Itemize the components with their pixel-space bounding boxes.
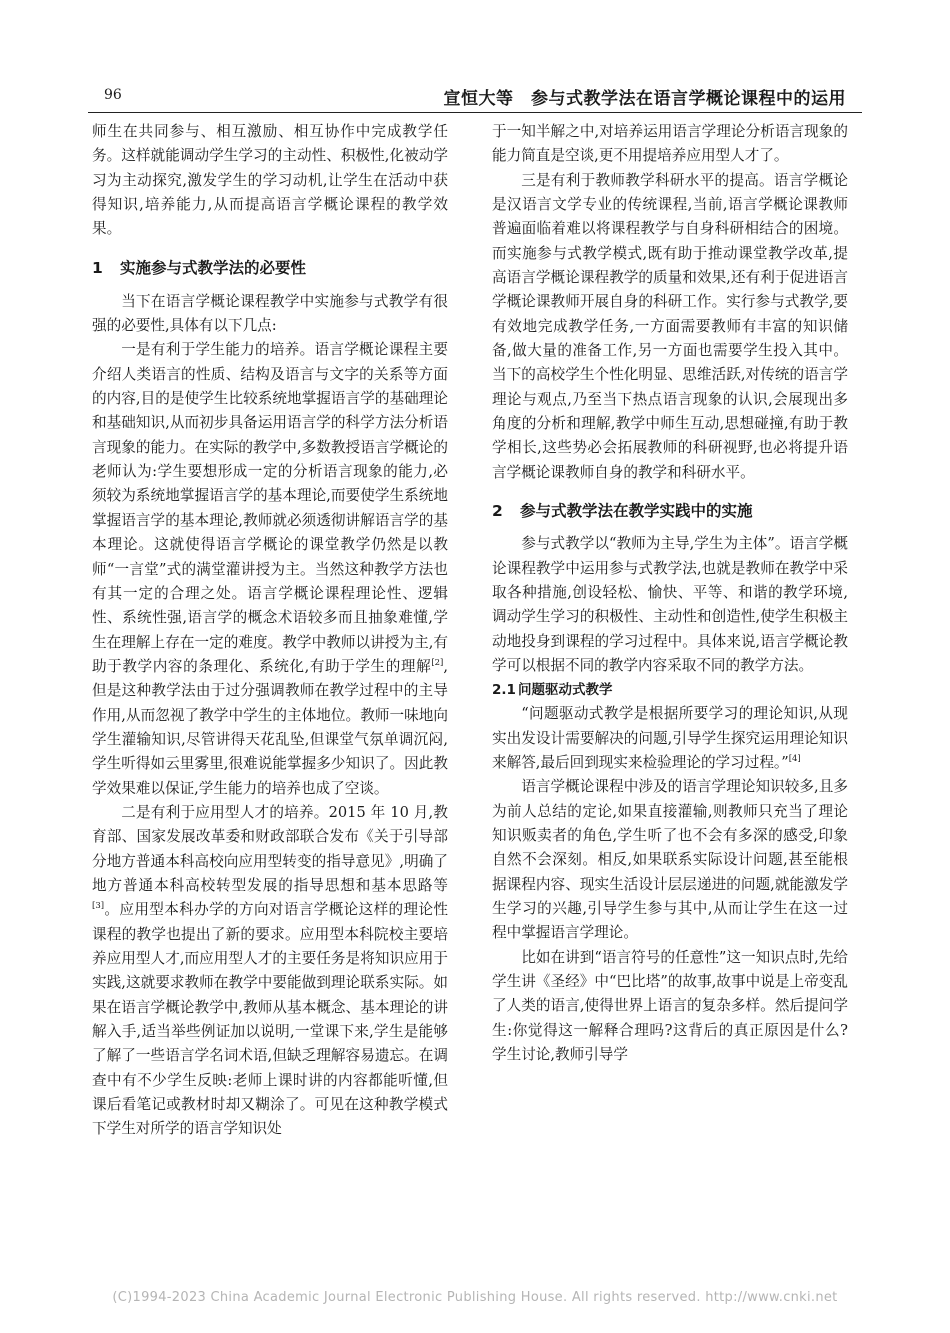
- citation-4: [4]: [788, 754, 801, 765]
- running-title: 宣恒大等 参与式教学法在语言学概论课程中的运用: [443, 89, 846, 109]
- intro-continuation-paragraph: 师生在共同参与、相互激励、相互协作中完成教学任务。这样就能调动学生学习的主动性、积极性,化被动学习为主动探究,激发学生的学习动机,让学生在活动中获得知识,培养能力,从而提高语言学概论课程的教学效果。: [92, 123, 448, 238]
- citation-2: [2]: [431, 658, 444, 669]
- paragraph-ability-training: [92, 338, 448, 801]
- subsection-2-1-heading: [492, 678, 848, 702]
- paragraph-theory-knowledge: 语言学概论课程中涉及的语言学理论知识较多,且多为前人总结的定论,如果直接灌输,则教师只充当了理论知识贩卖者的角色,学生听了也不会有多深的感受,印象自然不会深刻。相反,如果联系实际设计问题,甚至能根据课程内容、现实生活设计层层递进的问题,就能激发学生学习的兴趣,引导学生参与其中,从而让学生在这一过程中掌握语言学理论。: [492, 778, 848, 942]
- subsection-2-1-number: 2.1: [492, 682, 516, 699]
- paragraph-problem-driven-quote: [492, 702, 848, 775]
- applied-talent-text-cont: 。应用型本科办学的方向对语言学概论这样的理论性课程的教学也提出了新的要求。应用型本科院校主要培养应用型人才,而应用型人才的主要任务是将知识应用于实践,这就要求教师在教学中要能做到理论联系实际。如果在语言学概论教学中,教师从基本概念、基本理论的讲解入手,适当举些例证加以说明,一堂课下来,学生是能够了解了一些语言学名词术语,但缺乏理解容易遗忘。在调查中有不少学生反映:老师上课时讲的内容都能听懂,但课后看笔记或教材时却又糊涂了。可见在这种教学模式下学生对所学的语言学知识处: [92, 901, 448, 1138]
- section-1-number: 1: [92, 258, 103, 277]
- section-2-heading: [492, 499, 848, 521]
- applied-talent-text: 二是有利于应用型人才的培养。2015 年 10 月,教育部、国家发展改革委和财政部联合发布《关于引导部分地方普通本科高校向应用型转变的指导意见》,明确了地方普通本科高校转型发展的指导思想和基本思路等: [92, 803, 448, 894]
- ability-training-text: 一是有利于学生能力的培养。语言学概论课程主要介绍人类语言的性质、结构及语言与文字的关系等方面的内容,目的是使学生比较系统地掌握语言学的基础理论和基础知识,从而初步具备运用语言学的科学方法分析语言现象的能力。在实际的教学中,多数教授语言学概论的老师认为:学生要想形成一定的分析语言现象的能力,必须较为系统地掌握语言学的基本理论,而要使学生系统地掌握语言学的基本理论,教师就必须透彻讲解语言学的基本理论。这就使得语言学概论的课堂教学仍然是以教师“一言堂”式的满堂灌讲授为主。当然这种教学方法也有其一定的合理之处。语言学概论课程理论性、逻辑性、系统性强,语言学的概念术语较多而且抽象难懂,学生在理解上存在一定的难度。教学中教师以讲授为主,有助于教学内容的条理化、系统化,有助于学生的理解: [92, 341, 448, 675]
- page-number: 96: [104, 87, 122, 103]
- page-header: [88, 82, 862, 113]
- section-2-title: 参与式教学法在教学实践中的实施: [520, 502, 753, 521]
- paragraph-applied-talent: [92, 801, 448, 1142]
- ability-training-text-cont: ,但是这种教学法由于过分强调教师在教学过程中的主导作用,从而忽视了教学中学生的主体地位。教师一味地向学生灌输知识,尽管讲得天花乱坠,但课堂气氛单调沉闷,学生听得如云里雾里,很难说能掌握多少知识了。因此教学效果难以保证,学生能力的培养也成了空谈。: [92, 657, 448, 797]
- citation-3: [3]: [92, 901, 105, 912]
- section-2-number: 2: [492, 502, 503, 521]
- left-column: [92, 120, 448, 1142]
- right-column: [492, 120, 848, 1067]
- section-1-heading: [92, 256, 448, 278]
- section-1-title: 实施参与式教学法的必要性: [120, 258, 307, 277]
- paragraph-research-level: 三是有利于教师教学科研水平的提高。语言学概论是汉语言文学专业的传统课程,当前,语言学概论课教师普遍面临着难以将课程教学与自身科研相结合的困境。而实施参与式教学模式,既有助于推动课堂教学改革,提高语言学概论课程教学的质量和效果,还有利于促进语言学概论课教师开展自身的科研工作。实行参与式教学,要有效地完成教学任务,一方面需要教师有丰富的知识储备,做大量的准备工作,另一方面也需要学生投入其中。当下的高校学生个性化明显、思维活跃,对传统的语言学理论与观点,乃至当下热点语言现象的认识,会展现出多角度的分析和理解,教学中师生互动,思想碰撞,有助于教学相长,这些势必会拓展教师的科研视野,也必将提升语言学概论课教师自身的教学和科研水平。: [492, 171, 848, 481]
- paragraph-participatory-intro: 参与式教学以“教师为主导,学生为主体”。语言学概论课程教学中运用参与式教学法,也就是教师在教学中采取各种措施,创设轻松、愉快、平等、和谐的教学环境,调动学生学习的积极性、主动性和创造性,使学生积极主动地投身到课程的学习过程中。具体来说,语言学概论教学可以根据不同的教学内容采取不同的教学方法。: [492, 535, 848, 674]
- applied-talent-continuation: 于一知半解之中,对培养运用语言学理论分析语言现象的能力简直是空谈,更不用提培养应用型人才了。: [492, 123, 848, 165]
- paragraph-arbitrariness-example: 比如在讲到“语言符号的任意性”这一知识点时,先给学生讲《圣经》中“巴比塔”的故事,故事中说是上帝变乱了人类的语言,使得世界上语言的复杂多样。然后提问学生:你觉得这一解释合理吗?这背后的真正原因是什么? 学生讨论,教师引导学: [492, 948, 848, 1064]
- problem-driven-quote-text: “问题驱动式教学是根据所要学习的理论知识,从现实出发设计需要解决的问题,引导学生探究运用理论知识来解答,最后回到现实来检验理论的学习过程。”: [492, 705, 848, 771]
- subsection-2-1-title: 问题驱动式教学: [518, 682, 613, 699]
- paragraph-necessity-intro: 当下在语言学概论课程教学中实施参与式教学有很强的必要性,具体有以下几点:: [92, 292, 448, 335]
- copyright-footer: (C)1994-2023 China Academic Journal Electronic Publishing House. All rights reserved. http://www.cnki.net: [112, 1290, 838, 1305]
